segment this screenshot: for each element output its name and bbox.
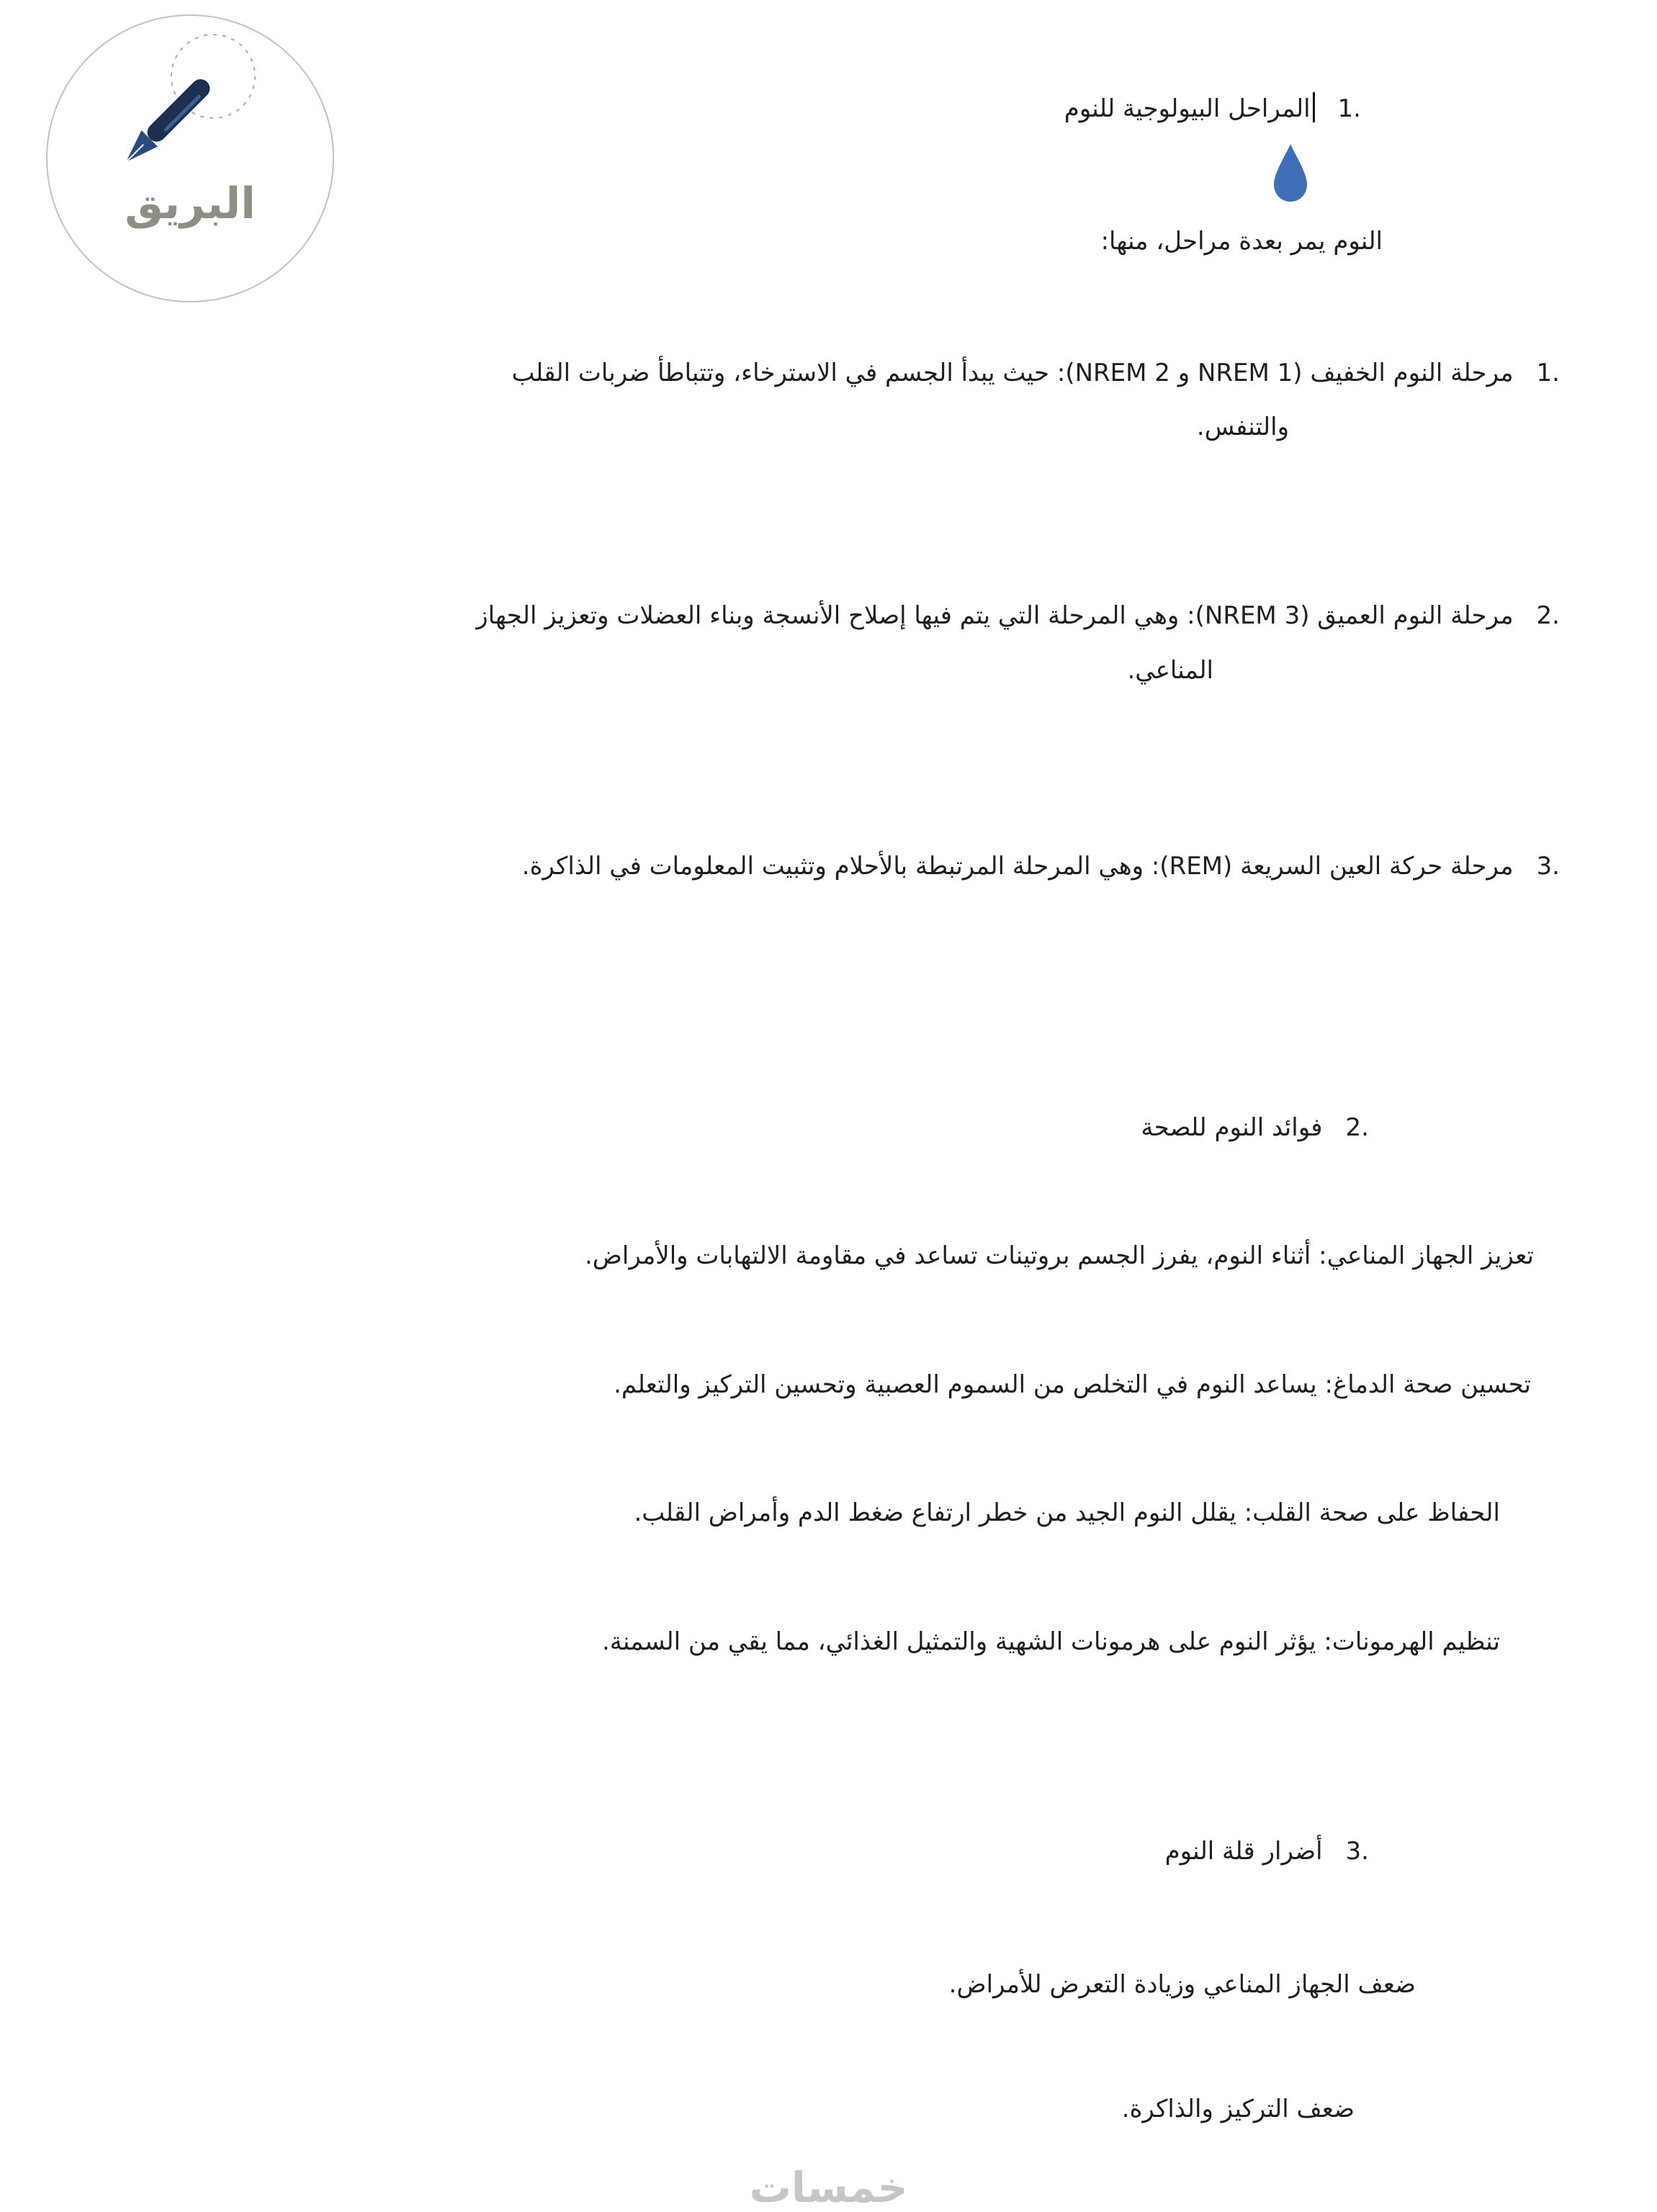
stage-item-1-text: مرحلة النوم الخفيف (NREM 1 و NREM 2): حيث يبدأ الجسم في الاسترخاء، وتتباطأ ضربات القلب <box>511 359 1514 387</box>
list-number: 1. <box>1536 359 1560 387</box>
heading-number: 2. <box>1345 1113 1369 1142</box>
heading-number: 1. <box>1337 94 1361 123</box>
text-cursor <box>1313 92 1315 122</box>
heading-number: 3. <box>1345 1837 1369 1866</box>
heading-sleep-deprivation-harms[interactable] <box>1165 1835 1369 1867</box>
heading-title: فوائد النوم للصحة <box>1141 1113 1323 1142</box>
stage-item-3-text: مرحلة حركة العين السريعة (REM): وهي المرحلة المرتبطة بالأحلام وتثبيت المعلومات في الذاكرة. <box>521 852 1514 881</box>
benefit-immune[interactable]: تعزيز الجهاز المناعي: أثناء النوم، يفرز الجسم بروتينات تساعد في مقاومة الالتهابات والأمراض. <box>584 1241 1534 1270</box>
brand-name: البريق <box>125 179 256 229</box>
stage-item-1-line-1[interactable] <box>511 357 1560 389</box>
khamsat-watermark: خمسات <box>749 2163 908 2212</box>
harm-focus-memory[interactable]: ضعف التركيز والذاكرة. <box>1121 2095 1355 2123</box>
stage-item-2-text: مرحلة النوم العميق (NREM 3): وهي المرحلة التي يتم فيها إصلاح الأنسجة وبناء العضلات وتعزيز الجهاز <box>476 601 1514 630</box>
heading-biological-stages[interactable] <box>1064 92 1361 125</box>
list-number: 3. <box>1536 852 1560 881</box>
stage-item-2-line-1[interactable] <box>476 600 1560 631</box>
benefit-hormones[interactable]: تنظيم الهرمونات: يؤثر النوم على هرمونات الشهية والتمثيل الغذائي، مما يقي من السمنة. <box>602 1627 1500 1656</box>
stage-item-1-line-2[interactable]: والتنفس. <box>1196 413 1289 441</box>
stage-item-3-line-1[interactable] <box>522 850 1560 882</box>
stage-item-2-line-2[interactable]: المناعي. <box>1127 656 1213 685</box>
brand-logo <box>46 14 334 302</box>
water-drop-icon[interactable] <box>1271 143 1310 203</box>
list-number: 2. <box>1536 601 1560 630</box>
harm-immune[interactable]: ضعف الجهاز المناعي وزيادة التعرض للأمراض. <box>948 1970 1416 1999</box>
heading-title: المراحل البيولوجية للنوم <box>1064 94 1311 123</box>
benefit-brain[interactable]: تحسين صحة الدماغ: يساعد النوم في التخلص من السموم العصبية وتحسين التركيز والتعلم. <box>614 1370 1531 1399</box>
heading-sleep-benefits[interactable] <box>1141 1112 1369 1143</box>
intro-paragraph[interactable]: النوم يمر بعدة مراحل، منها: <box>1100 227 1383 256</box>
benefit-heart[interactable]: الحفاظ على صحة القلب: يقلل النوم الجيد من خطر ارتفاع ضغط الدم وأمراض القلب. <box>634 1498 1500 1527</box>
heading-title: أضرار قلة النوم <box>1164 1837 1323 1866</box>
